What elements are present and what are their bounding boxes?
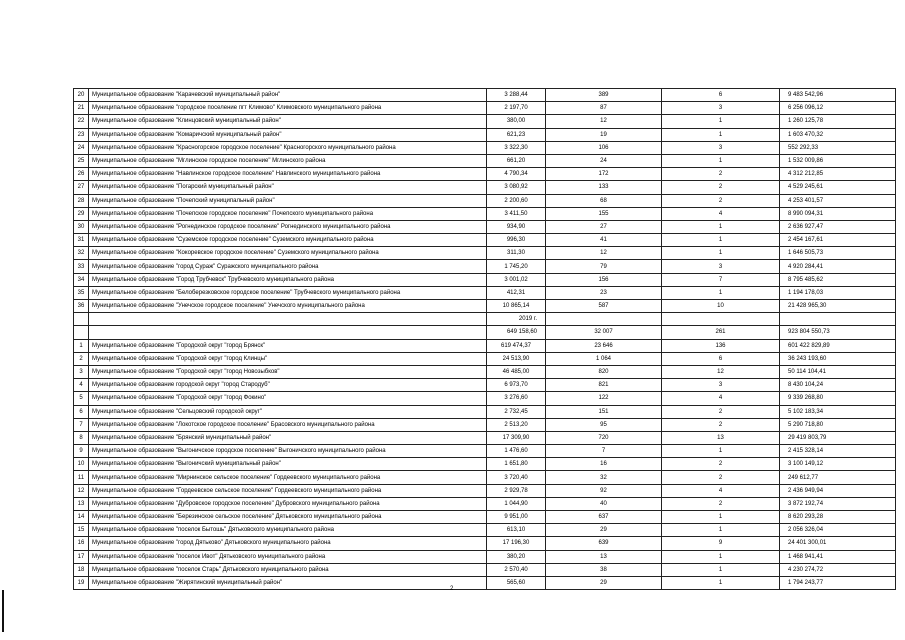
table-row	[74, 471, 896, 484]
amount-cell: 2 636 927,47	[780, 220, 896, 233]
amount-cell	[780, 313, 896, 326]
row-number-cell: 5	[74, 392, 89, 405]
amount-cell: 8 620 293,28	[780, 511, 896, 524]
table-row	[74, 537, 896, 550]
residents-cell: 27	[546, 220, 662, 233]
houses-cell: 2	[662, 458, 780, 471]
houses-cell: 1	[662, 550, 780, 563]
amount-cell: 4 529 245,61	[780, 181, 896, 194]
row-number-cell: 30	[74, 220, 89, 233]
municipality-name-cell: Муниципальное образование "Выгоничское городское поселение" Выгоничского муниципального района	[89, 445, 487, 458]
area-cell: 46 485,00	[487, 365, 546, 378]
row-number-cell: 17	[74, 550, 89, 563]
municipality-name-cell: Муниципальное образование "Березинское сельское поселение" Дятьковского муниципального района	[89, 511, 487, 524]
area-cell: 649 158,60	[487, 326, 546, 339]
amount-cell: 3 100 149,12	[780, 458, 896, 471]
municipality-name-cell	[89, 326, 487, 339]
residents-cell: 1 064	[546, 352, 662, 365]
area-cell: 2019 г.	[487, 313, 546, 326]
residents-cell: 32 007	[546, 326, 662, 339]
houses-cell: 1	[662, 115, 780, 128]
houses-cell: 6	[662, 352, 780, 365]
amount-cell: 1 794 243,77	[780, 576, 896, 589]
residents-cell: 23	[546, 286, 662, 299]
houses-cell: 3	[662, 260, 780, 273]
houses-cell: 2	[662, 418, 780, 431]
municipality-name-cell: Муниципальное образование "Кокоревское городское поселение" Суземского муниципального района	[89, 247, 487, 260]
municipality-name-cell: Муниципальное образование "город Дятьково" Дятьковского муниципального района	[89, 537, 487, 550]
municipality-name-cell: Муниципальное образование "Мирнинское сельское поселение" Гордеевского муниципального района	[89, 471, 487, 484]
area-cell: 1 745,20	[487, 260, 546, 273]
row-number-cell: 4	[74, 379, 89, 392]
area-cell: 380,00	[487, 115, 546, 128]
amount-cell: 9 483 542,96	[780, 89, 896, 102]
table-row	[74, 234, 896, 247]
residents-cell: 23 646	[546, 339, 662, 352]
table-row	[74, 339, 896, 352]
residents-cell: 122	[546, 392, 662, 405]
amount-cell: 4 312 212,85	[780, 168, 896, 181]
houses-cell: 2	[662, 168, 780, 181]
municipality-name-cell	[89, 313, 487, 326]
area-cell: 1 651,80	[487, 458, 546, 471]
table-row	[74, 273, 896, 286]
area-cell: 1 476,60	[487, 445, 546, 458]
table-row	[74, 115, 896, 128]
municipality-name-cell: Муниципальное образование "Рогнединское городское поселение" Рогнединского муниципального района	[89, 220, 487, 233]
amount-cell: 1 646 505,73	[780, 247, 896, 260]
residents-cell: 95	[546, 418, 662, 431]
residents-cell: 12	[546, 115, 662, 128]
row-number-cell: 25	[74, 154, 89, 167]
municipality-name-cell: Муниципальное образование "Карачевский муниципальный район"	[89, 89, 487, 102]
table-row	[74, 524, 896, 537]
area-cell: 565,60	[487, 576, 546, 589]
houses-cell: 2	[662, 497, 780, 510]
area-cell: 2 929,78	[487, 484, 546, 497]
municipality-name-cell: Муниципальное образование "Белоберезковское городское поселение" Трубчевского муниципального района	[89, 286, 487, 299]
amount-cell: 2 454 167,61	[780, 234, 896, 247]
houses-cell: 6	[662, 89, 780, 102]
table-row	[74, 497, 896, 510]
area-cell: 10 865,14	[487, 300, 546, 313]
table-row	[74, 550, 896, 563]
row-number-cell: 15	[74, 524, 89, 537]
row-number-cell: 21	[74, 102, 89, 115]
table-row	[74, 300, 896, 313]
row-number-cell: 6	[74, 405, 89, 418]
amount-cell: 3 872 192,74	[780, 497, 896, 510]
municipality-name-cell: Муниципальное образование "Красногорское городское поселение" Красногорского муниципального района	[89, 141, 487, 154]
area-cell: 3 720,40	[487, 471, 546, 484]
amount-cell: 5 102 183,34	[780, 405, 896, 418]
houses-cell: 1	[662, 154, 780, 167]
residents-cell: 87	[546, 102, 662, 115]
houses-cell: 1	[662, 445, 780, 458]
table-row	[74, 220, 896, 233]
table-row	[74, 194, 896, 207]
area-cell: 621,23	[487, 128, 546, 141]
row-number-cell: 16	[74, 537, 89, 550]
table-row	[74, 128, 896, 141]
area-cell: 1 044,90	[487, 497, 546, 510]
residents-cell: 151	[546, 405, 662, 418]
amount-cell: 1 603 470,32	[780, 128, 896, 141]
amount-cell: 6 256 096,12	[780, 102, 896, 115]
amount-cell: 8 795 485,62	[780, 273, 896, 286]
municipality-name-cell: Муниципальное образование "Комаричский муниципальный район"	[89, 128, 487, 141]
row-number-cell: 13	[74, 497, 89, 510]
municipality-name-cell: Муниципальное образование "город Сураж" Суражского муниципального района	[89, 260, 487, 273]
data-table	[73, 88, 896, 590]
amount-cell: 249 612,77	[780, 471, 896, 484]
houses-cell: 4	[662, 392, 780, 405]
row-number-cell: 18	[74, 563, 89, 576]
amount-cell: 923 804 550,73	[780, 326, 896, 339]
table-row	[74, 154, 896, 167]
amount-cell: 4 230 274,72	[780, 563, 896, 576]
row-number-cell: 14	[74, 511, 89, 524]
table-row	[74, 181, 896, 194]
residents-cell: 16	[546, 458, 662, 471]
residents-cell: 29	[546, 524, 662, 537]
residents-cell: 19	[546, 128, 662, 141]
table-row	[74, 576, 896, 589]
table-row	[74, 418, 896, 431]
table-row	[74, 89, 896, 102]
amount-cell: 21 428 965,30	[780, 300, 896, 313]
houses-cell: 7	[662, 273, 780, 286]
houses-cell: 4	[662, 207, 780, 220]
residents-cell: 720	[546, 431, 662, 444]
row-number-cell: 33	[74, 260, 89, 273]
residents-cell: 587	[546, 300, 662, 313]
area-cell: 2 570,40	[487, 563, 546, 576]
row-number-cell: 8	[74, 431, 89, 444]
area-cell: 3 411,50	[487, 207, 546, 220]
row-number-cell	[74, 313, 89, 326]
table-row	[74, 379, 896, 392]
houses-cell: 1	[662, 128, 780, 141]
residents-cell: 820	[546, 365, 662, 378]
area-cell: 24 513,90	[487, 352, 546, 365]
residents-cell: 24	[546, 154, 662, 167]
houses-cell: 2	[662, 471, 780, 484]
houses-cell: 3	[662, 102, 780, 115]
area-cell: 380,20	[487, 550, 546, 563]
residents-cell: 40	[546, 497, 662, 510]
amount-cell: 2 415 328,14	[780, 445, 896, 458]
area-cell: 311,30	[487, 247, 546, 260]
area-cell: 6 973,70	[487, 379, 546, 392]
table-row	[74, 405, 896, 418]
municipality-name-cell: Муниципальное образование "Городской округ "город Фокино"	[89, 392, 487, 405]
table-row	[74, 352, 896, 365]
area-cell: 619 474,37	[487, 339, 546, 352]
row-number-cell: 27	[74, 181, 89, 194]
area-cell: 4 790,34	[487, 168, 546, 181]
amount-cell: 4 920 284,41	[780, 260, 896, 273]
row-number-cell: 24	[74, 141, 89, 154]
municipality-name-cell: Муниципальное образование "Гордеевское сельское поселение" Гордеевского муниципального района	[89, 484, 487, 497]
residents-cell: 155	[546, 207, 662, 220]
table-row	[74, 141, 896, 154]
municipality-name-cell: Муниципальное образование "Дубровское городское поселение" Дубровского муниципального района	[89, 497, 487, 510]
residents-cell: 29	[546, 576, 662, 589]
residents-cell: 79	[546, 260, 662, 273]
houses-cell: 261	[662, 326, 780, 339]
row-number-cell: 10	[74, 458, 89, 471]
municipality-name-cell: Муниципальное образование "Городской округ "город Брянск"	[89, 339, 487, 352]
houses-cell: 12	[662, 365, 780, 378]
amount-cell: 8 430 104,24	[780, 379, 896, 392]
houses-cell: 3	[662, 379, 780, 392]
area-cell: 3 322,30	[487, 141, 546, 154]
municipality-name-cell: Муниципальное образование "поселок Старь" Дятьковского муниципального района	[89, 563, 487, 576]
residents-cell: 68	[546, 194, 662, 207]
houses-cell: 13	[662, 431, 780, 444]
amount-cell: 552 292,33	[780, 141, 896, 154]
amount-cell: 601 422 829,89	[780, 339, 896, 352]
amount-cell: 4 253 401,57	[780, 194, 896, 207]
municipality-name-cell: Муниципальное образование "Город Трубчевск" Трубчевского муниципального района	[89, 273, 487, 286]
table-row	[74, 365, 896, 378]
houses-cell: 1	[662, 286, 780, 299]
table-row	[74, 392, 896, 405]
houses-cell: 2	[662, 405, 780, 418]
table-row	[74, 511, 896, 524]
municipality-name-cell: Муниципальное образование "городское поселение пгт Климово" Климовского муниципального района	[89, 102, 487, 115]
municipality-name-cell: Муниципальное образование городской округ "город Стародуб"	[89, 379, 487, 392]
houses-cell: 1	[662, 576, 780, 589]
table-row	[74, 484, 896, 497]
row-number-cell: 36	[74, 300, 89, 313]
houses-cell: 9	[662, 537, 780, 550]
municipality-name-cell: Муниципальное образование "Жирятинский муниципальный район"	[89, 576, 487, 589]
table-row	[74, 247, 896, 260]
area-cell: 17 309,90	[487, 431, 546, 444]
residents-cell: 106	[546, 141, 662, 154]
amount-cell: 1 194 178,03	[780, 286, 896, 299]
municipality-name-cell: Муниципальное образование "Выгоничский муниципальный район"	[89, 458, 487, 471]
houses-cell: 1	[662, 234, 780, 247]
amount-cell: 5 290 718,80	[780, 418, 896, 431]
residents-cell	[546, 313, 662, 326]
area-cell: 3 080,92	[487, 181, 546, 194]
page-number: 2	[450, 586, 454, 592]
residents-cell: 821	[546, 379, 662, 392]
area-cell: 661,20	[487, 154, 546, 167]
table-row	[74, 445, 896, 458]
row-number-cell: 23	[74, 128, 89, 141]
area-cell: 2 513,20	[487, 418, 546, 431]
municipality-name-cell: Муниципальное образование "Сельцовский городской округ"	[89, 405, 487, 418]
amount-cell: 8 990 094,31	[780, 207, 896, 220]
row-number-cell: 11	[74, 471, 89, 484]
houses-cell: 1	[662, 524, 780, 537]
row-number-cell: 7	[74, 418, 89, 431]
houses-cell: 1	[662, 511, 780, 524]
residents-cell: 41	[546, 234, 662, 247]
amount-cell: 1 532 009,86	[780, 154, 896, 167]
row-number-cell	[74, 326, 89, 339]
area-cell: 3 288,44	[487, 89, 546, 102]
row-number-cell: 12	[74, 484, 89, 497]
row-number-cell: 34	[74, 273, 89, 286]
amount-cell: 50 114 104,41	[780, 365, 896, 378]
area-cell: 996,30	[487, 234, 546, 247]
table-body	[74, 89, 896, 590]
residents-cell: 12	[546, 247, 662, 260]
table-row	[74, 260, 896, 273]
row-number-cell: 35	[74, 286, 89, 299]
houses-cell: 1	[662, 247, 780, 260]
residents-cell: 32	[546, 471, 662, 484]
municipality-name-cell: Муниципальное образование "Навлинское городское поселение" Навлинского муниципального района	[89, 168, 487, 181]
amount-cell: 2 436 949,94	[780, 484, 896, 497]
municipality-name-cell: Муниципальное образование "поселок Ивот" Дятьковского муниципального района	[89, 550, 487, 563]
municipality-name-cell: Муниципальное образование "Клинцовский муниципальный район"	[89, 115, 487, 128]
row-number-cell: 28	[74, 194, 89, 207]
municipality-name-cell: Муниципальное образование "Городской округ "город Клинцы"	[89, 352, 487, 365]
amount-cell: 2 056 326,04	[780, 524, 896, 537]
residents-cell: 13	[546, 550, 662, 563]
residents-cell: 7	[546, 445, 662, 458]
area-cell: 3 001,02	[487, 273, 546, 286]
total-row	[74, 326, 896, 339]
amount-cell: 1 468 941,41	[780, 550, 896, 563]
residents-cell: 38	[546, 563, 662, 576]
row-number-cell: 31	[74, 234, 89, 247]
houses-cell: 2	[662, 181, 780, 194]
municipality-name-cell: Муниципальное образование "Локотское городское поселение" Брасовского муниципального района	[89, 418, 487, 431]
houses-cell: 1	[662, 220, 780, 233]
municipality-name-cell: Муниципальное образование "поселок Бытошь" Дятьковского муниципального района	[89, 524, 487, 537]
area-cell: 9 951,00	[487, 511, 546, 524]
area-cell: 2 200,60	[487, 194, 546, 207]
row-number-cell: 26	[74, 168, 89, 181]
total-row	[74, 313, 896, 326]
row-number-cell: 19	[74, 576, 89, 589]
residents-cell: 639	[546, 537, 662, 550]
municipality-name-cell: Муниципальное образование "Суземское городское поселение" Суземского муниципального района	[89, 234, 487, 247]
amount-cell: 1 260 125,78	[780, 115, 896, 128]
table-row	[74, 207, 896, 220]
residents-cell: 637	[546, 511, 662, 524]
houses-cell	[662, 313, 780, 326]
table-row	[74, 168, 896, 181]
residents-cell: 92	[546, 484, 662, 497]
municipality-name-cell: Муниципальное образование "Брянский муниципальный район"	[89, 431, 487, 444]
houses-cell: 1	[662, 563, 780, 576]
area-cell: 2 732,45	[487, 405, 546, 418]
area-cell: 2 197,70	[487, 102, 546, 115]
row-number-cell: 29	[74, 207, 89, 220]
houses-cell: 10	[662, 300, 780, 313]
amount-cell: 24 401 300,01	[780, 537, 896, 550]
area-cell: 17 196,30	[487, 537, 546, 550]
municipality-name-cell: Муниципальное образование "Почепское городское поселение" Почепского муниципального района	[89, 207, 487, 220]
houses-cell: 2	[662, 194, 780, 207]
residents-cell: 133	[546, 181, 662, 194]
table-row	[74, 102, 896, 115]
row-number-cell: 32	[74, 247, 89, 260]
row-number-cell: 1	[74, 339, 89, 352]
amount-cell: 29 419 803,79	[780, 431, 896, 444]
municipality-name-cell: Муниципальное образование "Городской округ "город Новозыбков"	[89, 365, 487, 378]
row-number-cell: 2	[74, 352, 89, 365]
municipality-name-cell: Муниципальное образование "Унечское городское поселение" Унечского муниципального района	[89, 300, 487, 313]
row-number-cell: 3	[74, 365, 89, 378]
amount-cell: 9 339 268,80	[780, 392, 896, 405]
residents-cell: 389	[546, 89, 662, 102]
residents-cell: 156	[546, 273, 662, 286]
row-number-cell: 22	[74, 115, 89, 128]
binding-mark	[2, 590, 4, 632]
amount-cell: 36 243 193,60	[780, 352, 896, 365]
area-cell: 3 276,60	[487, 392, 546, 405]
table-row	[74, 458, 896, 471]
table-row	[74, 431, 896, 444]
residents-cell: 172	[546, 168, 662, 181]
municipality-name-cell: Муниципальное образование "Почепский муниципальный район"	[89, 194, 487, 207]
houses-cell: 136	[662, 339, 780, 352]
municipality-name-cell: Муниципальное образование "Мглинское городское поселение" Мглинского района	[89, 154, 487, 167]
table-row	[74, 286, 896, 299]
municipality-name-cell: Муниципальное образование "Погарский муниципальный район"	[89, 181, 487, 194]
area-cell: 412,31	[487, 286, 546, 299]
houses-cell: 4	[662, 484, 780, 497]
houses-cell: 3	[662, 141, 780, 154]
area-cell: 934,90	[487, 220, 546, 233]
row-number-cell: 9	[74, 445, 89, 458]
table-row	[74, 563, 896, 576]
area-cell: 613,10	[487, 524, 546, 537]
row-number-cell: 20	[74, 89, 89, 102]
